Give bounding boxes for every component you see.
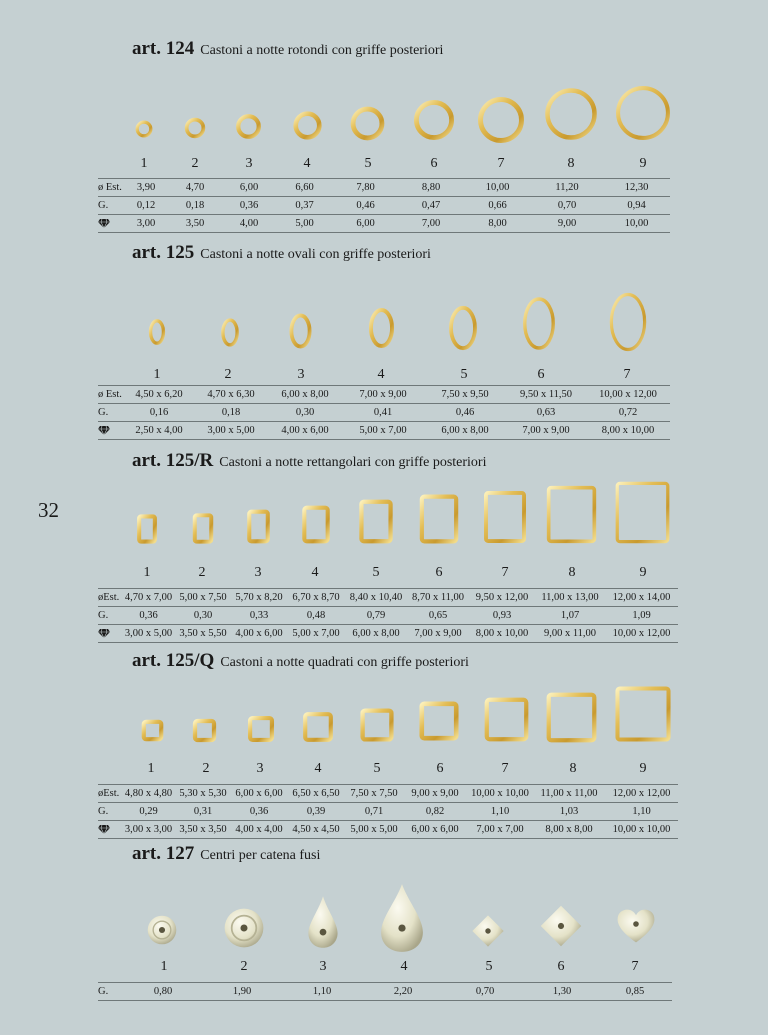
table-cell: 0,94: [603, 197, 670, 215]
size-number: 7: [623, 367, 631, 382]
size-number: 4: [377, 367, 385, 382]
table-cell: 0,18: [168, 197, 222, 215]
table-cell: 0,46: [333, 197, 398, 215]
table-cell: 8,70 x 11,00: [407, 589, 469, 607]
table-cell: 0,37: [276, 197, 333, 215]
section-title-127: [132, 843, 320, 865]
square-setting-5: [359, 707, 395, 743]
table-cell: 1,03: [533, 803, 605, 821]
table-cell: 5,00 x 7,00: [287, 625, 345, 643]
size-number: 5: [460, 367, 468, 382]
row-weight: [98, 803, 678, 821]
section-title-124: [132, 38, 443, 60]
table-cell: 9,00: [531, 215, 603, 233]
size-number: 1: [140, 156, 148, 171]
drop-center-3: [306, 894, 340, 950]
size-number: 2: [224, 367, 232, 382]
section-title-125Q: [132, 650, 469, 672]
table-cell: ø Est.: [98, 386, 124, 404]
round-setting-3: [235, 113, 262, 140]
table-cell: 0,29: [122, 803, 175, 821]
rect-setting-4: [300, 504, 332, 545]
round-setting-2: [184, 117, 206, 139]
size-number: 6: [435, 565, 443, 580]
square-setting-1: [141, 719, 164, 742]
table-cell: 7,50 x 7,50: [345, 785, 403, 803]
table-cell: 5,30 x 5,30: [175, 785, 231, 803]
size-number: 5: [372, 565, 380, 580]
table-cell: 10,00: [603, 215, 670, 233]
table-cell: 12,00 x 12,00: [605, 785, 678, 803]
table-cell: 0,82: [403, 803, 467, 821]
size-number: 3: [297, 367, 305, 382]
table-cell: 3,00: [124, 215, 168, 233]
article-code: art. 125: [132, 242, 195, 263]
table-cell: 6,00 x 8,00: [345, 625, 407, 643]
table-cell: 0,80: [124, 983, 202, 1001]
section-title-125R: [132, 450, 486, 472]
table-cell: 7,50 x 9,50: [424, 386, 506, 404]
table-cell: 6,00 x 8,00: [268, 386, 342, 404]
table-cell: 0,12: [124, 197, 168, 215]
table-cell: 0,36: [222, 197, 276, 215]
table-cell: 1,10: [282, 983, 362, 1001]
table-cell: 0,39: [287, 803, 345, 821]
size-number: 7: [631, 959, 639, 974]
size-number: 1: [160, 959, 168, 974]
article-code: art. 125/R: [132, 450, 214, 471]
table-cell: 5,00 x 7,50: [175, 589, 231, 607]
square-setting-4: [302, 711, 334, 743]
table-cell: 12,00 x 14,00: [605, 589, 678, 607]
table-cell: 6,60: [276, 179, 333, 197]
table-cell: 5,00 x 7,00: [342, 422, 424, 440]
product-row-square: [0, 685, 768, 750]
table-cell: 10,00 x 12,00: [605, 625, 678, 643]
size-number: 1: [153, 367, 161, 382]
page-number: 32: [38, 498, 59, 522]
table-cell: 4,70: [168, 179, 222, 197]
round-center-2: [222, 906, 266, 950]
table-cell: 7,00: [398, 215, 464, 233]
table-cell: øEst.: [98, 785, 122, 803]
size-number: 9: [639, 156, 647, 171]
size-number: 5: [364, 156, 372, 171]
rect-setting-8: [545, 484, 598, 545]
spec-table-124: [98, 178, 670, 233]
table-cell: [98, 215, 124, 233]
table-cell: 8,00: [464, 215, 531, 233]
spec-table-125: [98, 385, 670, 440]
size-number: 3: [319, 959, 327, 974]
table-cell: 4,70 x 7,00: [122, 589, 175, 607]
oval-setting-3: [287, 312, 314, 350]
table-cell: 0,72: [586, 404, 670, 422]
table-cell: 1,90: [202, 983, 282, 1001]
row-outer-diameter: [98, 785, 678, 803]
row-stone-size: [98, 215, 670, 233]
table-cell: 0,47: [398, 197, 464, 215]
product-row-oval: [0, 290, 768, 360]
table-cell: 3,50: [168, 215, 222, 233]
table-cell: G.: [98, 803, 122, 821]
table-cell: 1,10: [605, 803, 678, 821]
table-cell: 0,79: [345, 607, 407, 625]
size-number: 9: [639, 761, 647, 776]
size-number: 5: [373, 761, 381, 776]
table-cell: [98, 821, 122, 839]
round-setting-6: [412, 98, 456, 142]
table-cell: 6,00 x 8,00: [424, 422, 506, 440]
square-setting-6: [418, 700, 460, 742]
table-cell: 11,00 x 11,00: [533, 785, 605, 803]
size-number: 2: [202, 761, 210, 776]
size-number: 2: [198, 565, 206, 580]
table-cell: 4,80 x 4,80: [122, 785, 175, 803]
square-setting-9: [614, 685, 672, 743]
table-cell: 1,07: [535, 607, 605, 625]
table-cell: 0,46: [424, 404, 506, 422]
diamond-icon: [98, 426, 110, 435]
oval-setting-5: [444, 304, 482, 352]
drop-center-4: [378, 882, 426, 954]
table-cell: 0,36: [231, 803, 287, 821]
article-description: Castoni a notte rettangolari con griffe posteriori: [219, 455, 487, 470]
table-cell: 3,50 x 5,50: [175, 625, 231, 643]
round-setting-4: [292, 110, 323, 141]
article-description: Castoni a notte quadrati con griffe posteriori: [220, 655, 469, 670]
square-setting-8: [545, 691, 598, 744]
oval-setting-4: [365, 306, 398, 350]
oval-setting-7: [603, 290, 653, 354]
oval-setting-1: [148, 318, 166, 346]
table-cell: 3,50 x 3,50: [175, 821, 231, 839]
oval-setting-6: [517, 295, 561, 352]
table-cell: 7,00 x 7,00: [467, 821, 533, 839]
size-number: 8: [569, 761, 577, 776]
size-number: 7: [501, 565, 509, 580]
table-cell: 0,70: [444, 983, 526, 1001]
row-weight: [98, 404, 670, 422]
table-cell: 9,50 x 11,50: [506, 386, 586, 404]
round-setting-1: [135, 120, 153, 138]
table-cell: 4,70 x 6,30: [194, 386, 268, 404]
table-cell: 2,50 x 4,00: [124, 422, 194, 440]
round-setting-9: [614, 84, 672, 142]
table-cell: G.: [98, 607, 122, 625]
size-number: 2: [191, 156, 199, 171]
table-cell: 1,30: [526, 983, 598, 1001]
table-cell: 0,66: [464, 197, 531, 215]
table-cell: 0,30: [268, 404, 342, 422]
table-cell: 4,00 x 4,00: [231, 821, 287, 839]
square-setting-7: [483, 696, 530, 743]
size-number: 1: [147, 761, 155, 776]
table-cell: 1,09: [605, 607, 678, 625]
size-number: 6: [436, 761, 444, 776]
row-stone-size: [98, 821, 678, 839]
article-code: art. 124: [132, 38, 195, 59]
table-cell: 5,00 x 5,00: [345, 821, 403, 839]
round-setting-5: [349, 105, 386, 142]
table-cell: 6,00 x 6,00: [403, 821, 467, 839]
table-cell: 4,00: [222, 215, 276, 233]
table-cell: G.: [98, 983, 124, 1001]
diamond-center-5: [471, 914, 505, 948]
table-cell: 6,00: [222, 179, 276, 197]
table-cell: ø Est.: [98, 179, 124, 197]
table-cell: 4,50 x 6,20: [124, 386, 194, 404]
table-cell: 0,18: [194, 404, 268, 422]
row-stone-size: [98, 422, 670, 440]
table-cell: 9,00 x 9,00: [403, 785, 467, 803]
article-description: Centri per catena fusi: [200, 848, 321, 863]
table-cell: 0,63: [506, 404, 586, 422]
article-code: art. 127: [132, 843, 195, 864]
row-weight: [98, 607, 678, 625]
size-number: 8: [567, 156, 575, 171]
table-cell: 6,00: [333, 215, 398, 233]
table-cell: 0,31: [175, 803, 231, 821]
table-cell: 0,16: [124, 404, 194, 422]
table-cell: 10,00 x 10,00: [467, 785, 533, 803]
article-code: art. 125/Q: [132, 650, 215, 671]
row-weight: [98, 197, 670, 215]
size-number: 7: [501, 761, 509, 776]
rect-setting-7: [482, 489, 528, 545]
diamond-icon: [98, 219, 110, 228]
round-setting-8: [543, 86, 599, 142]
table-cell: G.: [98, 404, 124, 422]
rect-setting-5: [357, 498, 395, 545]
rect-setting-6: [418, 493, 460, 545]
table-cell: 4,00 x 6,00: [231, 625, 287, 643]
table-cell: 12,30: [603, 179, 670, 197]
spec-table-125R: [98, 588, 678, 643]
table-cell: 10,00: [464, 179, 531, 197]
size-number: 6: [557, 959, 565, 974]
oval-setting-2: [219, 317, 241, 348]
product-row-round: [0, 84, 768, 154]
table-cell: 7,00 x 9,00: [506, 422, 586, 440]
table-cell: 8,00 x 10,00: [586, 422, 670, 440]
diamond-icon: [98, 825, 110, 834]
spec-table-125Q: [98, 784, 678, 839]
table-cell: 10,00 x 10,00: [605, 821, 678, 839]
table-cell: 11,20: [531, 179, 603, 197]
rect-setting-2: [191, 512, 215, 545]
size-number: 4: [314, 761, 322, 776]
rect-setting-3: [245, 508, 272, 545]
table-cell: 0,30: [175, 607, 231, 625]
table-cell: 5,00: [276, 215, 333, 233]
round-setting-7: [476, 95, 526, 145]
table-cell: 3,90: [124, 179, 168, 197]
table-cell: 0,93: [469, 607, 535, 625]
table-cell: 8,80: [398, 179, 464, 197]
size-number: 7: [497, 156, 505, 171]
table-cell: 0,65: [407, 607, 469, 625]
size-number: 4: [311, 565, 319, 580]
size-number: 4: [303, 156, 311, 171]
product-row-rectangular: [0, 480, 768, 550]
table-cell: 0,41: [342, 404, 424, 422]
rect-setting-1: [136, 513, 158, 545]
size-number: 6: [430, 156, 438, 171]
table-cell: [98, 422, 124, 440]
table-cell: 3,00 x 5,00: [122, 625, 175, 643]
square-setting-2: [192, 718, 217, 743]
table-cell: 0,70: [531, 197, 603, 215]
table-cell: 6,70 x 8,70: [287, 589, 345, 607]
row-outer-diameter: [98, 386, 670, 404]
table-cell: 7,80: [333, 179, 398, 197]
size-number: 3: [245, 156, 253, 171]
table-cell: 7,00 x 9,00: [342, 386, 424, 404]
table-cell: 3,00 x 3,00: [122, 821, 175, 839]
table-cell: 0,48: [287, 607, 345, 625]
row-weight: [98, 983, 672, 1001]
size-number: 9: [639, 565, 647, 580]
section-title-125: [132, 242, 431, 264]
size-number: 6: [537, 367, 545, 382]
table-cell: 6,50 x 6,50: [287, 785, 345, 803]
size-number: 5: [485, 959, 493, 974]
table-cell: 2,20: [362, 983, 444, 1001]
product-row-chain-centers: [0, 880, 768, 950]
article-description: Castoni a notte rotondi con griffe posteriori: [200, 43, 444, 58]
table-cell: 7,00 x 9,00: [407, 625, 469, 643]
rect-setting-9: [614, 480, 671, 545]
size-number: 8: [568, 565, 576, 580]
table-cell: 9,50 x 12,00: [469, 589, 535, 607]
table-cell: 10,00 x 12,00: [586, 386, 670, 404]
row-outer-diameter: [98, 589, 678, 607]
spec-table-127: [98, 982, 672, 1001]
size-number: 2: [240, 959, 248, 974]
article-description: Castoni a notte ovali con griffe posteriori: [200, 247, 431, 262]
table-cell: 1,10: [467, 803, 533, 821]
table-cell: 8,40 x 10,40: [345, 589, 407, 607]
table-cell: 9,00 x 11,00: [535, 625, 605, 643]
table-cell: 8,00 x 10,00: [469, 625, 535, 643]
table-cell: 0,36: [122, 607, 175, 625]
table-cell: 6,00 x 6,00: [231, 785, 287, 803]
table-cell: 0,71: [345, 803, 403, 821]
table-cell: [98, 625, 122, 643]
table-cell: 5,70 x 8,20: [231, 589, 287, 607]
table-cell: øEst.: [98, 589, 122, 607]
size-number: 1: [143, 565, 151, 580]
round-center-1: [145, 913, 179, 947]
table-cell: 4,00 x 6,00: [268, 422, 342, 440]
size-number: 4: [400, 959, 408, 974]
row-outer-diameter: [98, 179, 670, 197]
table-cell: 8,00 x 8,00: [533, 821, 605, 839]
diamond-center-6: [539, 904, 583, 948]
table-cell: 0,85: [598, 983, 672, 1001]
size-number: 3: [254, 565, 262, 580]
table-cell: G.: [98, 197, 124, 215]
heart-center-7: [616, 908, 656, 944]
diamond-icon: [98, 629, 110, 638]
size-number: 3: [256, 761, 264, 776]
table-cell: 11,00 x 13,00: [535, 589, 605, 607]
row-stone-size: [98, 625, 678, 643]
table-cell: 4,50 x 4,50: [287, 821, 345, 839]
table-cell: 0,33: [231, 607, 287, 625]
square-setting-3: [247, 715, 275, 743]
table-cell: 3,00 x 5,00: [194, 422, 268, 440]
